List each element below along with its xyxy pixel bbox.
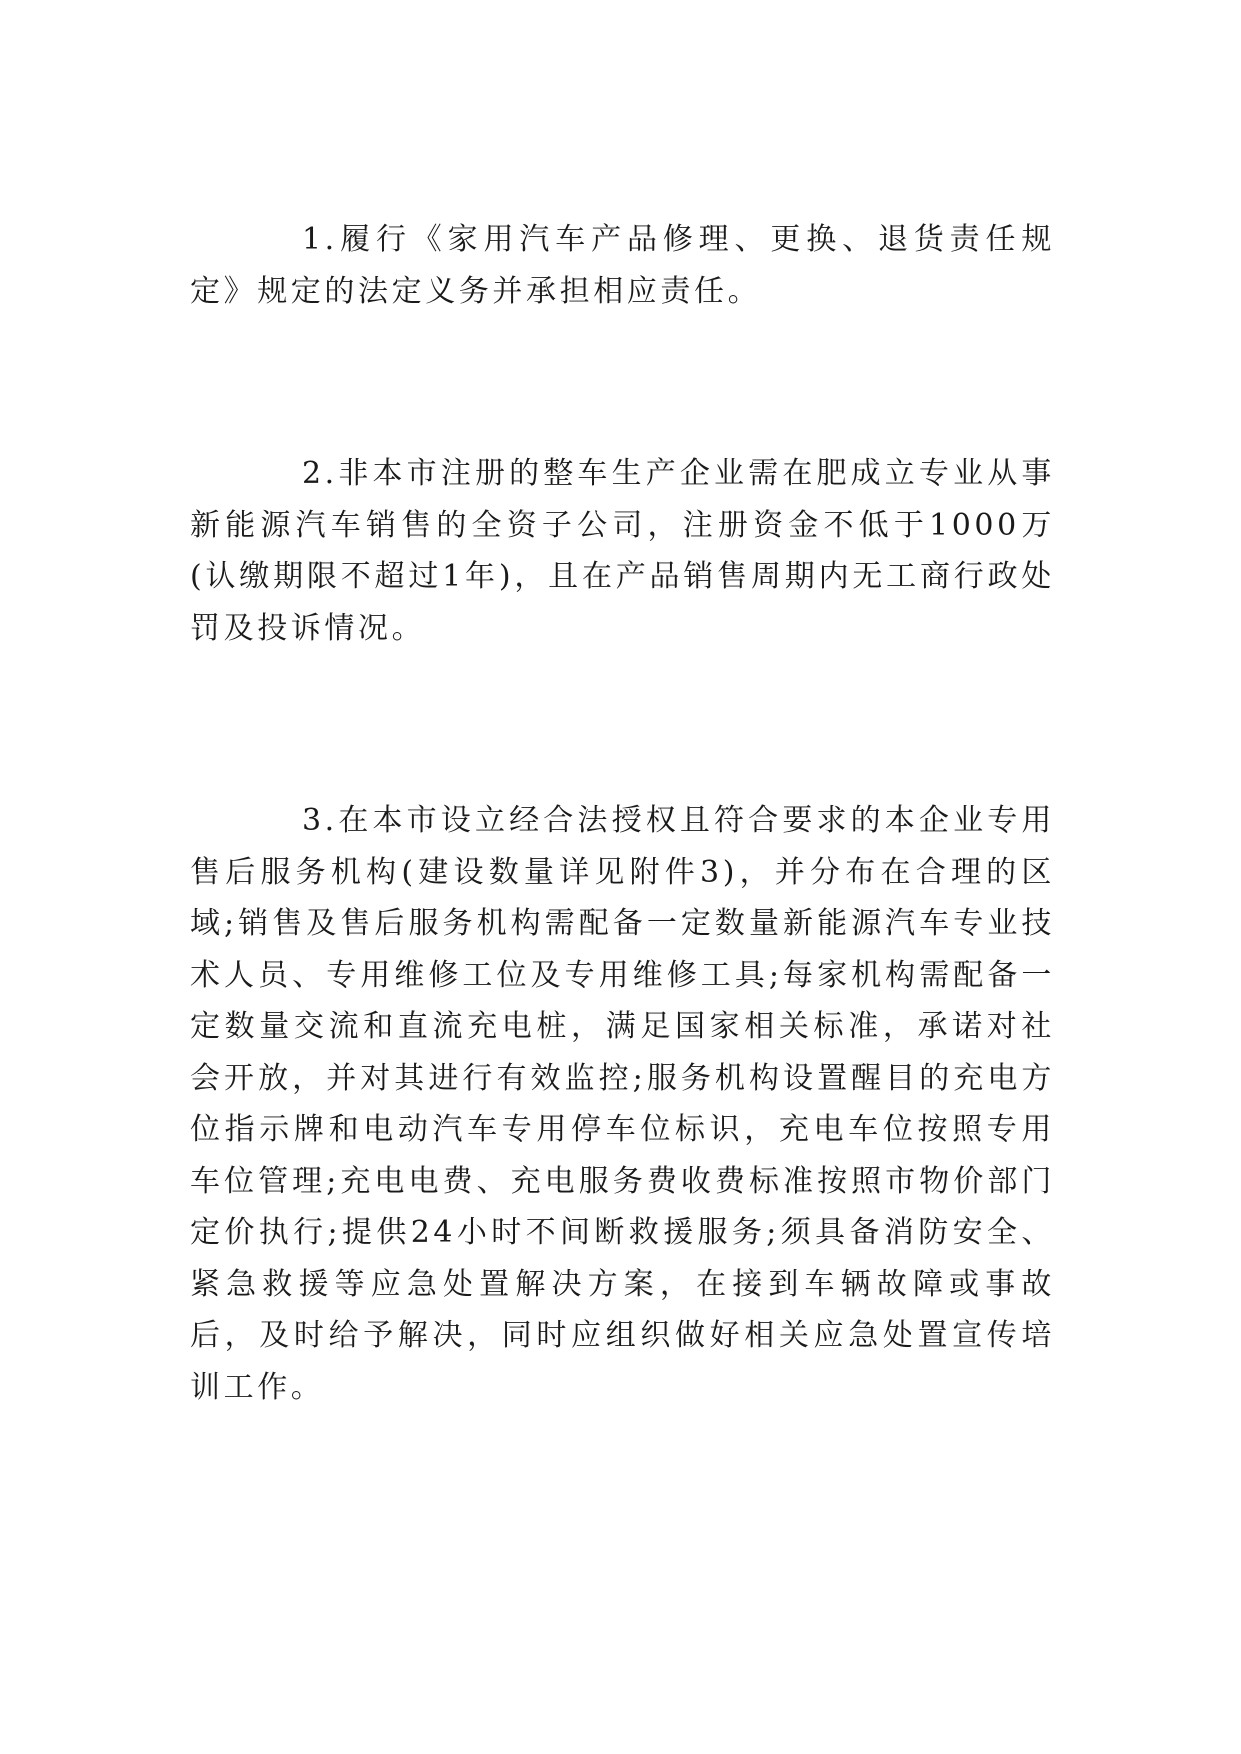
paragraph-2: 2.非本市注册的整车生产企业需在肥成立专业从事新能源汽车销售的全资子公司，注册资金不低于1000万(认缴期限不超过1年)，且在产品销售周期内无工商行政处罚及投诉情况。 xyxy=(190,456,1055,646)
paragraph-3: 3.在本市设立经合法授权且符合要求的本企业专用售后服务机构(建设数量详见附件3)，并分布在合理的区域;销售及售后服务机构需配备一定数量新能源汽车专业技术人员、专用维修工位及专用维修工具;每家机构需配备一定数量交流和直流充电桩，满足国家相关标准，承诺对社会开放，并对其进行有效监控;服务机构设置醒目的充电方位指示牌和电动汽车专用停车位标识，充电车位按照专用车位管理;充电电费、充电服务费收费标准按照市物价部门定价执行;提供24小时不间断救援服务;须具备消防安全、紧急救援等应急处置解决方案，在接到车辆故障或事故后，及时给予解决，同时应组织做好相关应急处置宣传培训工作。 xyxy=(190,803,1055,1405)
paragraph-1: 1.履行《家用汽车产品修理、更换、退货责任规定》规定的法定义务并承担相应责任。 xyxy=(190,222,1055,309)
